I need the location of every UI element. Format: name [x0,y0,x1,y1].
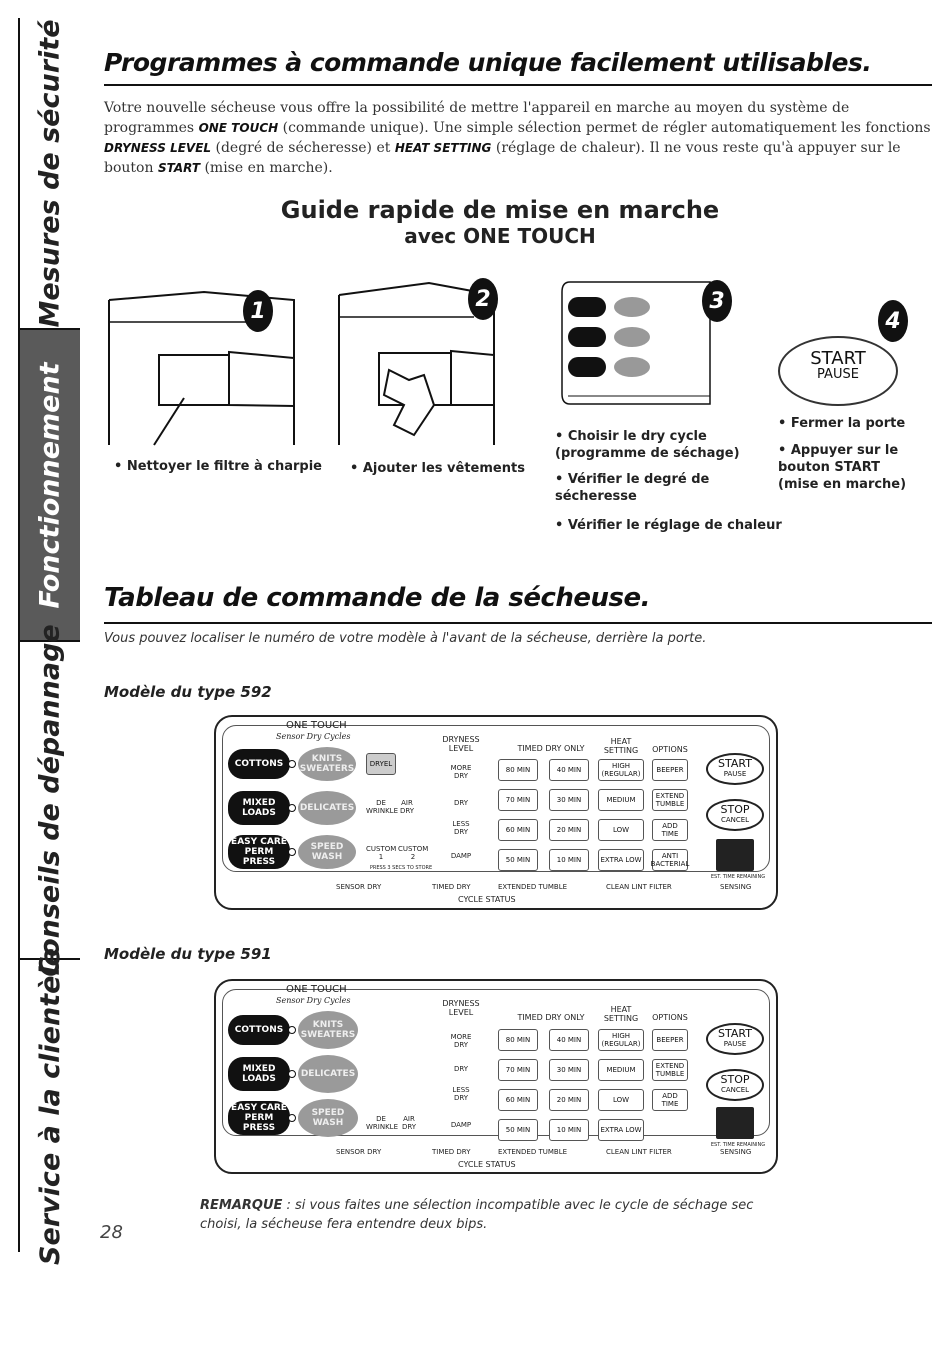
intro-text: (réglage de chaleur). Il ne vous reste qu'à appuyer sur le bouton [104,140,901,176]
heat-high-button[interactable]: HIGH (REGULAR) [598,1029,644,1051]
intro-text: (mise en marche). [200,160,333,176]
sidebar-label: Conseils de dépannage [34,623,66,977]
page-heading: Programmes à commande unique facilement utilisables. [104,48,872,77]
cottons-indicator [288,1026,296,1034]
stop-cancel-button-591[interactable] [706,1069,764,1101]
cycle-status-label: CYCLE STATUS [458,895,516,904]
timed-70-button[interactable]: 70 MIN [498,1059,538,1081]
delicates-button[interactable]: DELICATES [298,791,356,825]
mixed-loads-indicator [288,804,296,812]
control-panel-591 [214,979,778,1174]
step4-text-b: • Appuyer sur le bouton START (mise en marche) [778,443,907,492]
pause-text: PAUSE [723,770,747,778]
less-dry-button[interactable]: LESS DRY [452,1086,470,1102]
status-timed-dry: TIMED DRY [432,1148,471,1156]
step3-text-c: • Vérifier le réglage de chaleur [555,518,782,533]
est-time-label: EST. TIME REMAINING [710,1142,766,1148]
timed-10-button[interactable]: 10 MIN [549,1119,589,1141]
status-sensor-dry: SENSOR DRY [336,1148,382,1156]
options-header: OPTIONS [652,1013,688,1022]
intro-text: Votre nouvelle sécheuse vous offre la possibilité de mettre l'appareil en marche au moyen du système de programmes [104,100,850,136]
beeper-button[interactable]: BEEPER [652,759,688,781]
dryness-header: DRYNESS LEVEL [442,999,480,1017]
time-display [716,1107,754,1139]
sidebar-label: Mesures de sécurité [34,18,66,328]
cancel-text: CANCEL [720,816,750,824]
mini-control-panel [560,272,712,412]
timed-dry-header: TIMED DRY ONLY [517,744,585,753]
intro-term: HEAT SETTING [394,141,492,155]
dry-button[interactable]: DRY [453,1065,469,1073]
step1-text: • Nettoyer le filtre à charpie [114,459,322,474]
pause-text: PAUSE [723,1040,747,1048]
dryer-lint-filter-illustration [104,280,304,450]
cottons-indicator [288,760,296,768]
stop-text: STOP [720,803,750,816]
speed-wash-button[interactable]: SPEED WASH [298,835,356,869]
start-label: START [810,348,866,369]
timed-50-button[interactable]: 50 MIN [498,1119,538,1141]
dewrinkle-label: DE WRINKLE [366,1115,398,1131]
est-time-label: EST. TIME REMAINING [710,874,766,880]
beeper-button[interactable]: BEEPER [652,1029,688,1051]
remark-text: : si vous faites une sélection incompatible avec le cycle de séchage sec choisi, la sécheuse fera entendre deux bips. [200,1198,754,1232]
step-badge-3: 3 [702,280,732,322]
sidebar-label: Fonctionnement [34,361,66,609]
pause-label: PAUSE [817,367,859,382]
timed-60-button[interactable]: 60 MIN [498,819,538,841]
remark-label: REMARQUE [200,1198,283,1213]
timed-20-button[interactable]: 20 MIN [549,1089,589,1111]
damp-button[interactable]: DAMP [450,1121,472,1129]
intro-term: ONE TOUCH [198,121,279,135]
extend-tumble-button[interactable]: EXTEND TUMBLE [652,1059,688,1081]
easy-care-indicator [288,848,296,856]
guide-line1: Guide rapide de mise en marche [280,196,720,224]
stop-text: STOP [720,1073,750,1086]
status-clean-lint: CLEAN LINT FILTER [606,883,672,891]
intro-term: START [157,161,201,175]
sidebar-label: Service à la clientèle [34,947,66,1265]
options-header: OPTIONS [652,745,688,754]
heat-header: HEAT SETTING [603,1005,639,1023]
intro-term: DRYNESS LEVEL [104,141,212,155]
remark-note [200,1196,780,1234]
step-badge-2: 2 [468,278,498,320]
damp-button[interactable]: DAMP [450,852,472,860]
heat-high-button[interactable]: HIGH (REGULAR) [598,759,644,781]
heading-rule [104,84,932,86]
heat-medium-button[interactable]: MEDIUM [598,789,644,811]
status-clean-lint: CLEAN LINT FILTER [606,1148,672,1156]
intro-text: (commande unique). Une simple sélection permet de régler automatiquement les fonctions [278,120,931,136]
quick-guide-title [250,196,750,248]
more-dry-button[interactable]: MORE DRY [450,764,472,780]
heat-low-button[interactable]: LOW [598,819,644,841]
start-pause-button-592[interactable] [706,753,764,785]
heat-extra-low-button[interactable]: EXTRA LOW [598,1119,644,1141]
knits-button[interactable]: KNITS SWEATERS [298,1011,358,1049]
custom1-button[interactable]: CUSTOM 1 [366,845,397,861]
step3-text-a: • Choisir le dry cycle (programme de séchage) [555,429,740,461]
start-text: START [718,757,752,770]
extend-tumble-button[interactable]: EXTEND TUMBLE [652,789,688,811]
timed-60-button[interactable]: 60 MIN [498,1089,538,1111]
timed-80-button[interactable]: 80 MIN [498,759,538,781]
timed-40-button[interactable]: 40 MIN [549,759,589,781]
status-sensing: SENSING [720,1148,752,1156]
status-sensor-dry: SENSOR DRY [336,883,382,891]
sidebar-tab-operation [20,330,80,642]
status-sensing: SENSING [720,883,752,891]
knits-button[interactable]: KNITS SWEATERS [298,747,356,781]
step-badge-4: 4 [878,300,908,342]
cycle-status-label: CYCLE STATUS [458,1160,516,1169]
sensor-dry-label: Sensor Dry Cycles [276,732,351,741]
time-display [716,839,754,871]
mixed-loads-button[interactable]: MIXED LOADS [228,1057,290,1091]
stop-cancel-button-592[interactable] [706,799,764,831]
easy-care-button[interactable]: EASY CARE PERM PRESS [228,835,290,869]
guide-line2: avec ONE TOUCH [404,224,596,248]
locate-model-note: Vous pouvez localiser le numéro de votre modèle à l'avant de la sécheuse, derrière la porte. [104,631,707,646]
mixed-loads-button[interactable]: MIXED LOADS [228,791,290,825]
one-touch-label: ONE TOUCH [286,984,347,995]
timed-50-button[interactable]: 50 MIN [498,849,538,871]
speed-wash-button[interactable]: SPEED WASH [298,1099,358,1137]
heat-header: HEAT SETTING [603,737,639,755]
dewrinkle-label: DE WRINKLE [366,799,398,815]
status-extended-tumble: EXTENDED TUMBLE [498,1148,568,1156]
timed-dry-header: TIMED DRY ONLY [517,1013,585,1022]
dryel-button[interactable]: DRYEL [366,753,396,775]
status-timed-dry: TIMED DRY [432,883,471,891]
timed-30-button[interactable]: 30 MIN [549,1059,589,1081]
timed-20-button[interactable]: 20 MIN [549,819,589,841]
start-pause-button-591[interactable] [706,1023,764,1055]
intro-paragraph [104,98,934,178]
one-touch-label: ONE TOUCH [286,720,347,731]
cancel-text: CANCEL [720,1086,750,1094]
easy-care-indicator [288,1114,296,1122]
timed-30-button[interactable]: 30 MIN [549,789,589,811]
delicates-button[interactable]: DELICATES [298,1055,358,1093]
step3-text-b: • Vérifier le degré de sécheresse [555,472,710,504]
sidebar-tab-customer-service [20,947,80,1265]
custom2-button[interactable]: CUSTOM 2 [398,845,429,861]
mixed-loads-indicator [288,1070,296,1078]
sidebar-tab-troubleshooting [20,623,80,977]
timed-70-button[interactable]: 70 MIN [498,789,538,811]
more-dry-button[interactable]: MORE DRY [450,1033,472,1049]
start-text: START [718,1027,752,1040]
less-dry-button[interactable]: LESS DRY [452,820,470,836]
air-dry-label: AIR DRY [401,1115,417,1131]
press-store-label: PRESS 3 SECS TO STORE [369,865,433,871]
air-dry-label: AIR DRY [399,799,415,815]
cottons-button[interactable]: COTTONS [228,1015,290,1045]
section-rule [104,622,932,624]
add-time-button[interactable]: ADD TIME [652,819,688,841]
heat-medium-button[interactable]: MEDIUM [598,1059,644,1081]
cottons-button[interactable]: COTTONS [228,749,290,779]
start-pause-button [778,336,898,406]
timed-40-button[interactable]: 40 MIN [549,1029,589,1051]
status-extended-tumble: EXTENDED TUMBLE [498,883,568,891]
section-sidebar [18,18,78,1265]
timed-80-button[interactable]: 80 MIN [498,1029,538,1051]
anti-bacterial-button[interactable]: ANTI BACTERIAL [652,849,688,871]
timed-10-button[interactable]: 10 MIN [549,849,589,871]
dry-button[interactable]: DRY [453,799,469,807]
sidebar-tab-safety [20,18,80,330]
add-time-button[interactable]: ADD TIME [652,1089,688,1111]
easy-care-button[interactable]: EASY CARE PERM PRESS [228,1101,290,1135]
intro-text: (degré de sécheresse) et [211,140,395,156]
step2-text: • Ajouter les vêtements [350,461,525,476]
step4-text-a: • Fermer la porte [778,416,906,431]
step-badge-1: 1 [243,290,273,332]
page-number: 28 [100,1222,123,1243]
heat-extra-low-button[interactable]: EXTRA LOW [598,849,644,871]
dryness-header: DRYNESS LEVEL [442,735,480,753]
control-panel-592 [214,715,778,910]
model-591-title: Modèle du type 591 [104,945,272,963]
section-heading: Tableau de commande de la sécheuse. [104,583,651,613]
model-592-title: Modèle du type 592 [104,683,272,701]
sensor-dry-label: Sensor Dry Cycles [276,996,351,1005]
heat-low-button[interactable]: LOW [598,1089,644,1111]
